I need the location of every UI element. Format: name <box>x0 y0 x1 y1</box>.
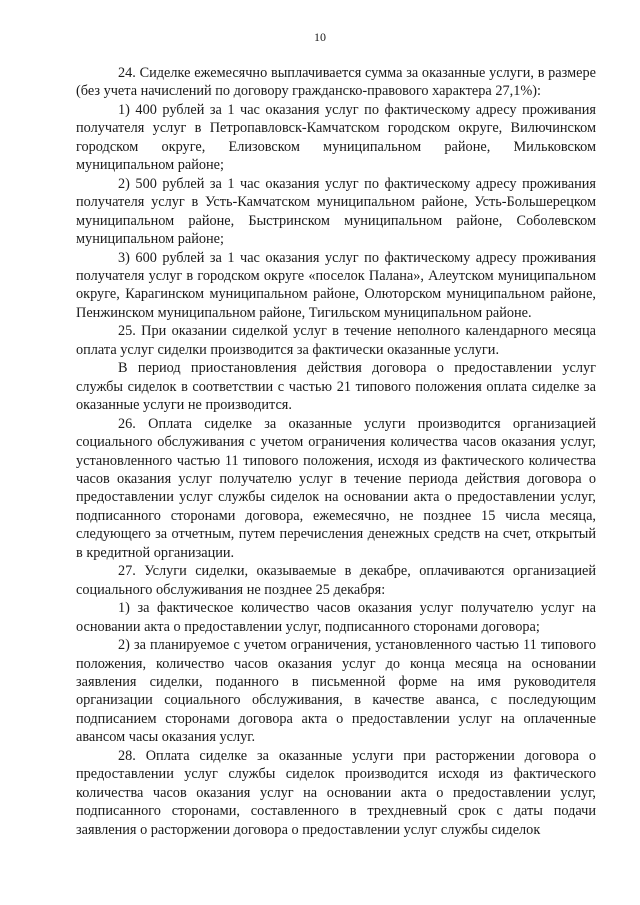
paragraph-28: 28. Оплата сиделке за оказанные услуги при расторжении договора о предоставлении услуг службы сиделок производится исходя из фактического количества часов оказания услуг на основании акта о предоставлении услуг, подписанного сторонами, составленного в трехдневный срок с даты подачи заявления о расторжении договора о предоставлении услуг службы сиделок <box>76 747 596 838</box>
paragraph-24-item-2: 2) 500 рублей за 1 час оказания услуг по фактическому адресу проживания получателя услуг в Усть-Камчатском муниципальном районе, Усть-Большерецком муниципальном районе, Быстринском муниципальном районе, Соболевском муниципальном районе; <box>76 175 596 248</box>
paragraph-27-item-1: 1) за фактическое количество часов оказания услуг получателю услуг на основании акта о предоставлении услуг, подписанного сторонами договора; <box>76 600 596 635</box>
paragraph-27: 27. Услуги сиделки, оказываемые в декабре, оплачиваются организацией социального обслуживания не позднее 25 декабря: <box>76 563 596 598</box>
paragraph-24: 24. Сиделке ежемесячно выплачивается сумма за оказанные услуги, в размере (без учета начислений по договору гражданско-правового характера 27,1%): <box>76 65 596 100</box>
paragraph-25: 25. При оказании сиделкой услуг в течение неполного календарного месяца оплата услуг сиделки производится за фактически оказанные услуги. <box>76 323 596 358</box>
paragraph-24-item-3: 3) 600 рублей за 1 час оказания услуг по фактическому адресу проживания получателя услуг в городском округе «поселок Палана», Алеутском муниципальном округе, Карагинском муниципальном районе, Олюторском муниципальном районе, Пенжинском муниципальном районе, Тигильском муниципальном районе. <box>76 249 596 321</box>
paragraph-25-continuation: В период приостановления действия договора о предоставлении услуг службы сиделок в соответствии с частью 21 типового положения оплата сиделке за оказанные услуги не производится. <box>76 360 596 414</box>
document-body <box>76 64 596 839</box>
page-number: 10 <box>314 30 326 44</box>
paragraph-27-item-2: 2) за планируемое с учетом ограничения, установленного частью 11 типового положения, количество часов оказания услуг до конца месяца на основании заявления сиделки, поданного в письменной форме на имя руководителя организации социального обслуживания, в качестве аванса, с последующим подписанием сторонами договора акта о предоставлении услуг на оплаченные авансом часы оказания услуг. <box>76 637 596 746</box>
paragraph-26: 26. Оплата сиделке за оказанные услуги производится организацией социального обслуживания с учетом ограничения количества часов оказания услуг, установленного частью 11 типового положения, исходя из фактического количества часов оказания услуг получателю услуг в течение периода действия договора о предоставлении услуг службы сиделок на основании акта о предоставлении услуг, подписанного сторонами договора, ежемесячно, не позднее 15 числа месяца, следующего за отчетным, путем перечисления денежных средств на счет, открытый в кредитной организации. <box>76 415 596 561</box>
paragraph-24-item-1: 1) 400 рублей за 1 час оказания услуг по фактическому адресу проживания получателя услуг в Петропавловск-Камчатском городском округе, Вилючинском городском округе, Елизовском муниципальном районе, Мильковском муниципальном районе; <box>76 101 596 174</box>
